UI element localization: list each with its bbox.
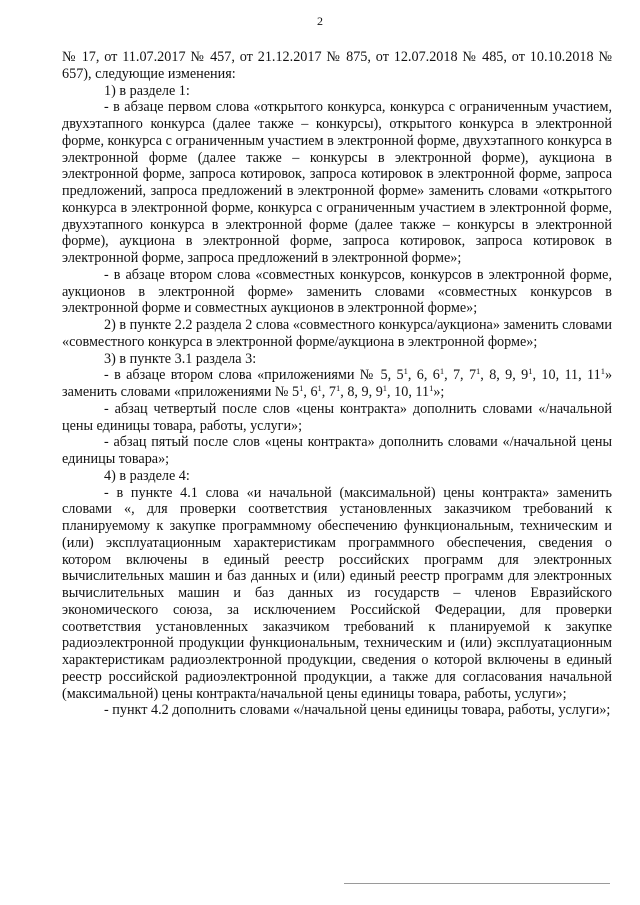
superscript: 1 xyxy=(317,383,322,393)
text-run: 3) в пункте 3.1 раздела 3: xyxy=(104,350,257,367)
text-run: - в пункте 4.1 слова «и начальной (максимальной) цены контракта» заменить словами «, для проверки соответствия установленных заказчиком требований к планируемому к закупке программному обеспечению функциональным, техническим и (или) эксплуатационным характеристикам программного обеспечения, сведения о котором включены в единый реестр российских программ для электронных вычислительных машин и баз данных и (или) единый реестр программ для электронных вычислительных машин и баз данных из государств – членов Евразийского экономического союза, за исключением Российской Федерации, для проверки соответствия установленных заказчиком требований к планируемой к закупке радиоэлектронной продукции функциональным, техническим и (или) эксплуатационным характеристикам радиоэлектронной продукции, сведения о которой включены в единый реестр российской радиоэлектронной продукции, а также для согласования начальной (максимальной) цены контракта/начальной цены единицы товара, работы, услуги»; xyxy=(62,484,612,702)
text-run: - в абзаце втором слова «приложениями № 5, 5 xyxy=(104,367,404,384)
text-run: № 17, от 11.07.2017 № 457, от 21.12.2017 № 875, от 12.07.2018 № 485, от 10.10.2018 № 657), следующие изменения: xyxy=(62,49,612,82)
text-run: , 7 xyxy=(321,384,336,400)
superscript: 1 xyxy=(439,366,445,377)
text-run: 4) в разделе 4: xyxy=(104,467,190,484)
text-run: , 7, 7 xyxy=(444,367,477,384)
text-run: - пункт 4.2 дополнить словами «/начальной цены единицы товара, работы, услуги»; xyxy=(104,702,611,719)
text-run: , 8, 9, 9 xyxy=(340,384,383,400)
superscript: 1 xyxy=(476,366,481,377)
text-run: - в абзаце первом слова «открытого конкурса, конкурса с ограниченным участием, двухэтапного конкурса (далее также – конкурсы), открытого конкурса в электронной форме, конкурса с ограниченным участием в электронной форме, двухэтапного конкурса в электронной форме (далее также – конкурсы в электронной форме), аукциона в электронной форме, запроса котировок, запроса котировок в электронной форме, запроса предложений, запроса предложений в электронной форме» заменить словами «открытого конкурса в электронной форме, конкурса с ограниченным участием в электронной форме, двухэтапного конкурса в электронной форме (далее также – конкурсы в электронной форме), аукциона в электронной форме, запроса котировок, запроса котировок в электронной форме, запроса предложений в электронной форме»; xyxy=(62,99,612,266)
paragraph xyxy=(62,367,612,401)
superscript: 1 xyxy=(429,383,434,393)
text-run: 2) в пункте 2.2 раздела 2 слова «совместного конкурса/аукциона» заменить словами «совместного конкурса в электронной форме/аукциона в электронной форме»; xyxy=(62,317,612,350)
superscript: 1 xyxy=(403,366,408,377)
text-run: , 8, 9, 9 xyxy=(480,367,529,384)
paragraph xyxy=(62,267,612,317)
text-run: - абзац четвертый после слов «цены контракта» дополнить словами «/начальной цены единицы товара, работы, услуги»; xyxy=(62,400,612,434)
paragraph xyxy=(62,351,612,368)
superscript: 1 xyxy=(600,366,605,377)
text-run: » заменить словами «приложениями № 5 xyxy=(62,367,613,400)
paragraph xyxy=(62,702,612,719)
superscript: 1 xyxy=(299,383,304,393)
text-run: - в абзаце втором слова «совместных конкурсов, конкурсов в электронной форме, аукционов в электронной форме» заменить словами «совместных конкурсов в электронной форме и совместных аукционов в электронной форме»; xyxy=(62,266,612,317)
paragraph xyxy=(62,485,612,703)
paragraph xyxy=(62,49,612,83)
text-run: 1) в разделе 1: xyxy=(104,82,190,99)
paragraph xyxy=(62,434,612,468)
page-number: 2 xyxy=(317,14,323,28)
superscript: 1 xyxy=(335,383,341,393)
text-run: , 10, 11, 11 xyxy=(532,367,601,384)
paragraph xyxy=(62,468,612,485)
text-run: »; xyxy=(433,384,445,400)
footer-rule xyxy=(344,883,610,884)
text-run: , 10, 11 xyxy=(387,384,430,400)
superscript: 1 xyxy=(528,366,533,377)
paragraph xyxy=(62,401,612,435)
text-run: , 6, 6 xyxy=(407,367,440,384)
text-run: - абзац пятый после слов «цены контракта» дополнить словами «/начальной цены единицы товара»; xyxy=(62,434,612,467)
superscript: 1 xyxy=(382,383,388,393)
text-run: , 6 xyxy=(303,384,318,400)
paragraph xyxy=(62,317,612,351)
paragraph xyxy=(62,83,612,100)
paragraph xyxy=(62,99,612,267)
document-body xyxy=(62,49,612,719)
